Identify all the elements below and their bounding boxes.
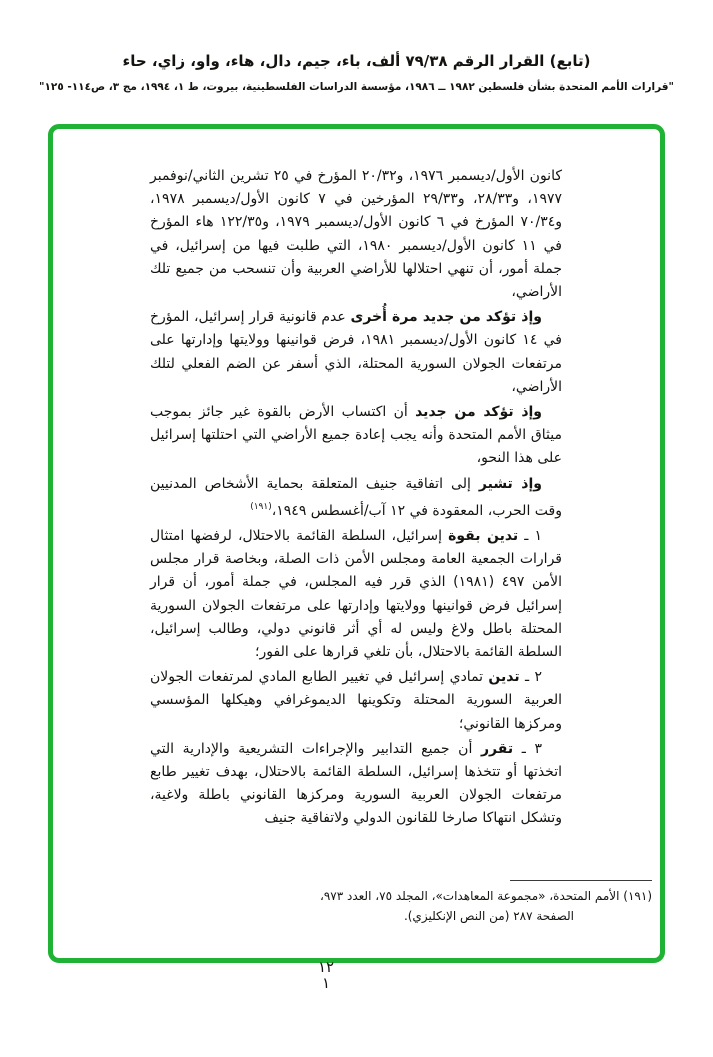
page-number-bottom: ١ — [321, 974, 331, 992]
paragraph-text: إسرائيل، السلطة القائمة بالاحتلال، لرفضها امتثال قرارات الجمعية العامة ومجلس الأمن ذات الصلة، وبخاصة قرار مجلس الأمن ٤٩٧ (١٩٨١) الذي قرر فيه المجلس، في جملة أمور، أن قرار إسرائيل فرض قوانينها وولايتها وإدارتها على مرتفعات الجولان السورية المحتلة باطل ولاغ وليس له أي أثر قانوني دولي، وطالب إسرائيل، السلطة القائمة بالاحتلال، بأن تلغي قرارها على الفور؛ — [150, 528, 562, 661]
resolution-title: (تابع) القرار الرقم ٧٩/٣٨ ألف، باء، جيم، دال، هاء، واو، زاي، حاء — [122, 52, 591, 70]
document-header — [0, 52, 713, 93]
footnote-reference: (١٩١) — [250, 501, 272, 512]
page-number-top: ١٢ — [317, 958, 335, 976]
paragraph-number: ٢ ـ — [519, 669, 542, 686]
paragraph-lead: تقرر — [480, 740, 514, 757]
source-citation: "قرارات الأمم المتحدة بشأن فلسطين ١٩٨٢ ــ ١٩٨٦، مؤسسة الدراسات الفلسطينية، بيروت، ط ١، ١٩٩٤، مج ٣، ص١١٤- ١٢٥" — [39, 81, 674, 93]
paragraph-text: إلى اتفاقية جنيف المتعلقة بحماية الأشخاص المدنيين وقت الحرب، المعقودة في ١٢ آب/أغسطس ١٩٤٩، — [150, 475, 562, 519]
paragraph-text: تمادي إسرائيل في تغيير الطابع المادي لمرتفعات الجولان العربية السورية المحتلة وتكوينها الديموغرافي وهيكلها المؤسسي ومركزها القانوني؛ — [150, 669, 562, 732]
paragraph-preamble — [150, 306, 562, 399]
page-number — [308, 959, 344, 991]
paragraph-lead: تدين — [488, 669, 520, 686]
paragraph-number: ٣ ـ — [513, 740, 542, 757]
paragraph-lead: وإذ تشير — [478, 475, 542, 492]
footnote-line-2: الصفحة ٢٨٧ (من النص الإنكليزي). — [403, 908, 574, 923]
paragraph-text: أن اكتساب الأرض بالقوة غير جائز بموجب ميثاق الأمم المتحدة وأنه يجب إعادة جميع الأراضي التي احتلتها إسرائيل على هذا النحو، — [150, 404, 562, 467]
footnote-line-1: (١٩١) الأمم المتحدة، «مجموعة المعاهدات»، المجلد ٧٥، العدد ٩٧٣، — [319, 889, 652, 903]
paragraph-operative-3 — [150, 738, 562, 831]
paragraph-preamble — [150, 401, 562, 471]
paragraph-continuation — [150, 165, 562, 304]
resolution-body — [150, 165, 562, 833]
paragraph-number: ١ ـ — [518, 528, 542, 545]
paragraph-operative-1 — [150, 525, 562, 664]
paragraph-text: أن جميع التدابير والإجراءات التشريعية والإدارية التي اتخذتها أو تتخذها إسرائيل، السلطة القائمة بالاحتلال، بهدف تغيير طابع مرتفعات الجولان العربية السورية ومركزها القانوني باطلة ولاغية، وتشكل انتهاكا صارخا للقانون الدولي ولاتفاقية جنيف — [150, 740, 562, 827]
paragraph-lead: وإذ تؤكد من جديد — [415, 404, 543, 421]
paragraph-text: عدم قانونية قرار إسرائيل، المؤرخ في ١٤ كانون الأول/ديسمبر ١٩٨١، فرض قوانينها وولايتها وإدارتها على مرتفعات الجولان السورية المحتلة، الذي أسفر عن الضم الفعلي لتلك الأراضي، — [150, 309, 562, 395]
paragraph-text: كانون الأول/ديسمبر ١٩٧٦، و٢٠/٣٢ المؤرخ في ٢٥ تشرين الثاني/نوفمبر ١٩٧٧، و٢٨/٣٣، و٢٩/٣٣ المؤرخين في ٧ كانون الأول/ديسمبر ١٩٧٨، و٧٠/٣٤ المؤرخ في ٦ كانون الأول/ديسمبر ١٩٧٩، و١٢٢/٣٥ هاء المؤرخ في ١١ كانون الأول/ديسمبر ١٩٨٠، التي طلبت فيها من إسرائيل، في جملة أمور، أن تنهي احتلالها للأراضي العربية وأن تنسحب من جميع تلك الأراضي، — [150, 168, 563, 301]
paragraph-preamble — [150, 473, 562, 523]
paragraph-lead: وإذ تؤكد من جديد مرة أُخرى — [350, 309, 542, 326]
footnote-block — [190, 880, 652, 926]
paragraph-operative-2 — [150, 666, 562, 736]
paragraph-lead: تدين بقوة — [448, 528, 519, 545]
content-frame — [48, 124, 665, 963]
footnote-separator — [510, 880, 652, 881]
